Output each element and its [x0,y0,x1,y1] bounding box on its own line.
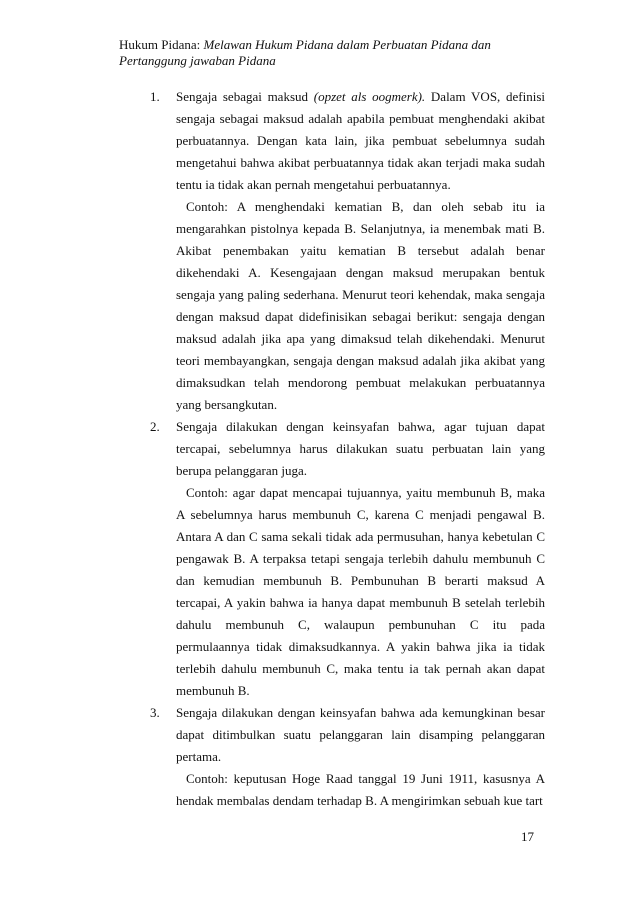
list-item-example: Contoh: keputusan Hoge Raad tanggal 19 Juni 1911, kasusnya A hendak membalas dendam terhadap B. A mengirimkan sebuah kue tart [176,771,545,808]
page-number: 17 [521,829,534,844]
list-item-2 [150,416,545,702]
list-item-example: Contoh: A menghendaki kematian B, dan oleh sebab itu ia mengarahkan pistolnya kepada B. Selanjutnya, ia menembak mati B. Akibat penembakan yaitu kematian B tersebut adalah benar dikehendaki A. Kesengajaan dengan maksud merupakan bentuk sengaja yang paling sederhana. Menurut teori kehendak, maka sengaja dengan maksud dapat didefinisikan sebagai berikut: sengaja dengan maksud adalah jika apa yang dimaksud telah dikehendaki. Menurut teori membayangkan, sengaja dengan maksud adalah jika akibat yang dimaksudkan telah mendorong pembuat melakukan perbuatannya yang bersangkutan. [176,199,545,412]
list-item-body [176,86,545,196]
list-item-body: Sengaja dilakukan dengan keinsyafan bahwa ada kemungkinan besar dapat ditimbulkan suatu pelanggaran lain disamping pelanggaran pertama. [176,705,545,764]
list-item-body: Sengaja dilakukan dengan keinsyafan bahwa, agar tujuan dapat tercapai, sebelumnya harus dilakukan suatu perbuatan lain yang berupa pelanggaran juga. [176,419,545,478]
list-item-number: 2. [150,419,160,434]
header-title-line2: Pertanggung jawaban Pidana [119,53,276,68]
item-lead: Sengaja sebagai maksud [176,89,314,104]
numbered-list [150,86,545,812]
list-item-3 [150,702,545,812]
item-lead-term: (opzet als oogmerk). [313,89,426,104]
list-item-example: Contoh: agar dapat mencapai tujuannya, yaitu membunuh B, maka A sebelumnya harus membunuh C, karena C menjadi pengawal B. Antara A dan C sama sekali tidak ada permusuhan, hanya kebetulan C pengawak B. A terpaksa tetapi sengaja terlebih dahulu membunuh C dan kemudian membunuh B. Pembunuhan B berarti maksud A tercapai, A yakin bahwa ia hanya dapat membunuh B setelah terlebih dahulu membunuh C, walaupun pembunuhan C itu pada permulaannya tidak dimaksudkannya. A yakin bahwa jika ia tidak terlebih dahulu membunuh C, maka tentu ia tak pernah akan dapat membunuh B. [176,485,545,698]
list-item-number: 3. [150,705,160,720]
list-item-number: 1. [150,89,160,104]
item-body-text: Dalam VOS, definisi sengaja sebagai maksud adalah apabila pembuat menghendaki akibat perbuatannya. Dengan kata lain, jika pembuat sebelumnya sudah mengetahui bahwa akibat perbuatannya tidak akan terjadi maka sudah tentu ia tidak akan pernah mengetahui perbuatannya. [176,89,546,192]
running-header [119,37,539,69]
list-item-1 [150,86,545,416]
header-prefix: Hukum Pidana: [119,37,204,52]
header-title-line1: Melawan Hukum Pidana dalam Perbuatan Pidana dan [203,37,491,52]
